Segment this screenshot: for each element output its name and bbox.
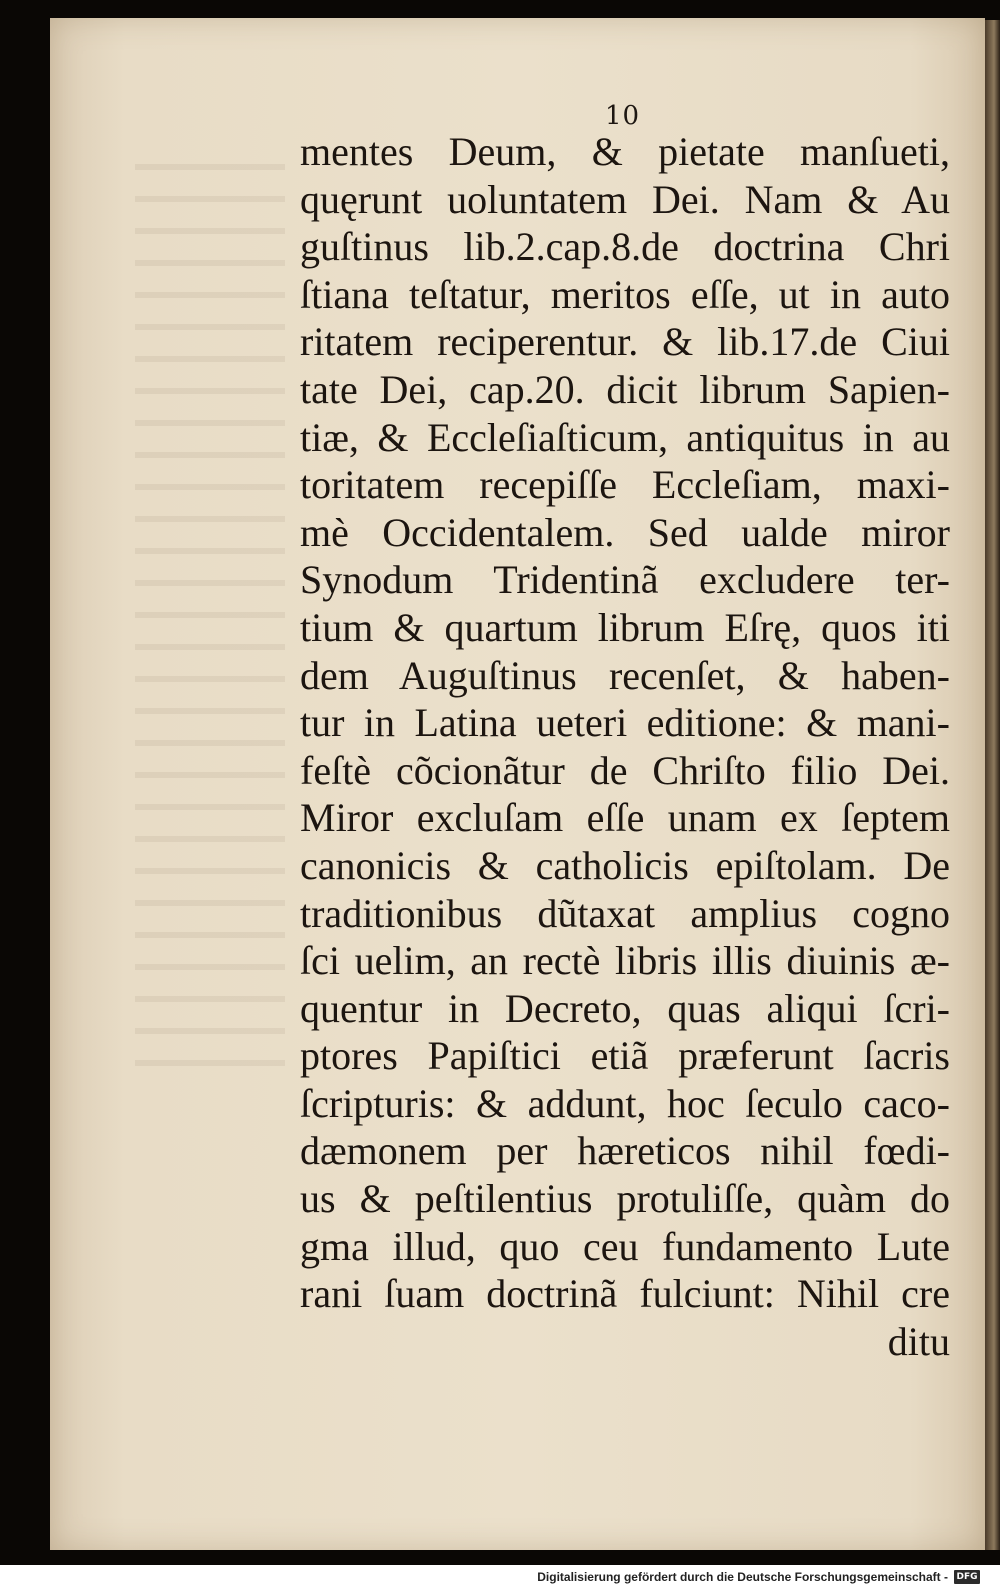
page-number: 10 <box>605 101 641 131</box>
text-line: mentes Deum, & pietate manſueti, <box>300 129 950 174</box>
text-line: ritatem reciperentur. & lib.17.de Ciui <box>300 319 950 365</box>
bleed-through-shadow <box>135 138 285 1088</box>
text-line: tate Dei, cap.20. dicit librum Sapien- <box>300 366 950 412</box>
text-line: toritatem recepiſſe Eccleſiam, maxi- <box>300 462 950 508</box>
text-line: ſtiana teſtatur, meritos eſſe, ut in auto <box>300 271 950 317</box>
text-line: quęrunt uoluntatem Dei. Nam & Au <box>300 176 950 222</box>
text-line: tiæ, & Eccleſiaſticum, antiquitus in au <box>300 414 950 460</box>
text-line: Miror excluſam eſſe unam ex ſeptem <box>300 795 950 841</box>
catchword: ditu <box>887 1318 950 1364</box>
text-line: mè Occidentalem. Sed ualde miror <box>300 509 950 555</box>
text-line: rani ſuam doctrinã fulciunt: Nihil cre <box>300 1271 950 1317</box>
text-line: feſtè cõcionãtur de Chriſto filio Dei. <box>300 747 950 793</box>
text-line: ptores Papiſtici etiã præferunt ſacris <box>300 1033 950 1079</box>
text-line: traditionibus dũtaxat amplius cogno <box>300 890 950 936</box>
text-line: quentur in Decreto, quas aliqui ſcri- <box>300 985 950 1031</box>
text-line: ſci uelim, an rectè libris illis diuinis æ- <box>300 938 950 984</box>
text-line: us & peſtilentius protuliſſe, quàm do <box>300 1176 950 1222</box>
text-line: canonicis & catholicis epiſtolam. De <box>300 842 950 888</box>
book-edge <box>985 20 1000 1550</box>
dfg-logo: DFG <box>954 1570 980 1584</box>
text-line: gma illud, quo ceu fundamento Lute <box>300 1223 950 1269</box>
text-line: ſcripturis: & addunt, hoc ſeculo caco- <box>300 1080 950 1126</box>
text-line: dæmonem per hæreticos nihil fœdi- <box>300 1128 950 1174</box>
text-line: dem Auguſtinus recenſet, & haben- <box>300 652 950 698</box>
text-line: Synodum Tridentinã excludere ter- <box>300 557 950 603</box>
text-line: tium & quartum librum Eſrę, quos iti <box>300 604 950 650</box>
text-line: tur in Latina ueteri editione: & mani- <box>300 700 950 746</box>
body-text <box>300 128 950 1365</box>
footer-bar <box>0 1565 1000 1590</box>
digitization-credit: Digitalisierung gefördert durch die Deutsche Forschungsgemeinschaft - <box>537 1570 948 1584</box>
text-line: guſtinus lib.2.cap.8.de doctrina Chri <box>300 224 950 270</box>
